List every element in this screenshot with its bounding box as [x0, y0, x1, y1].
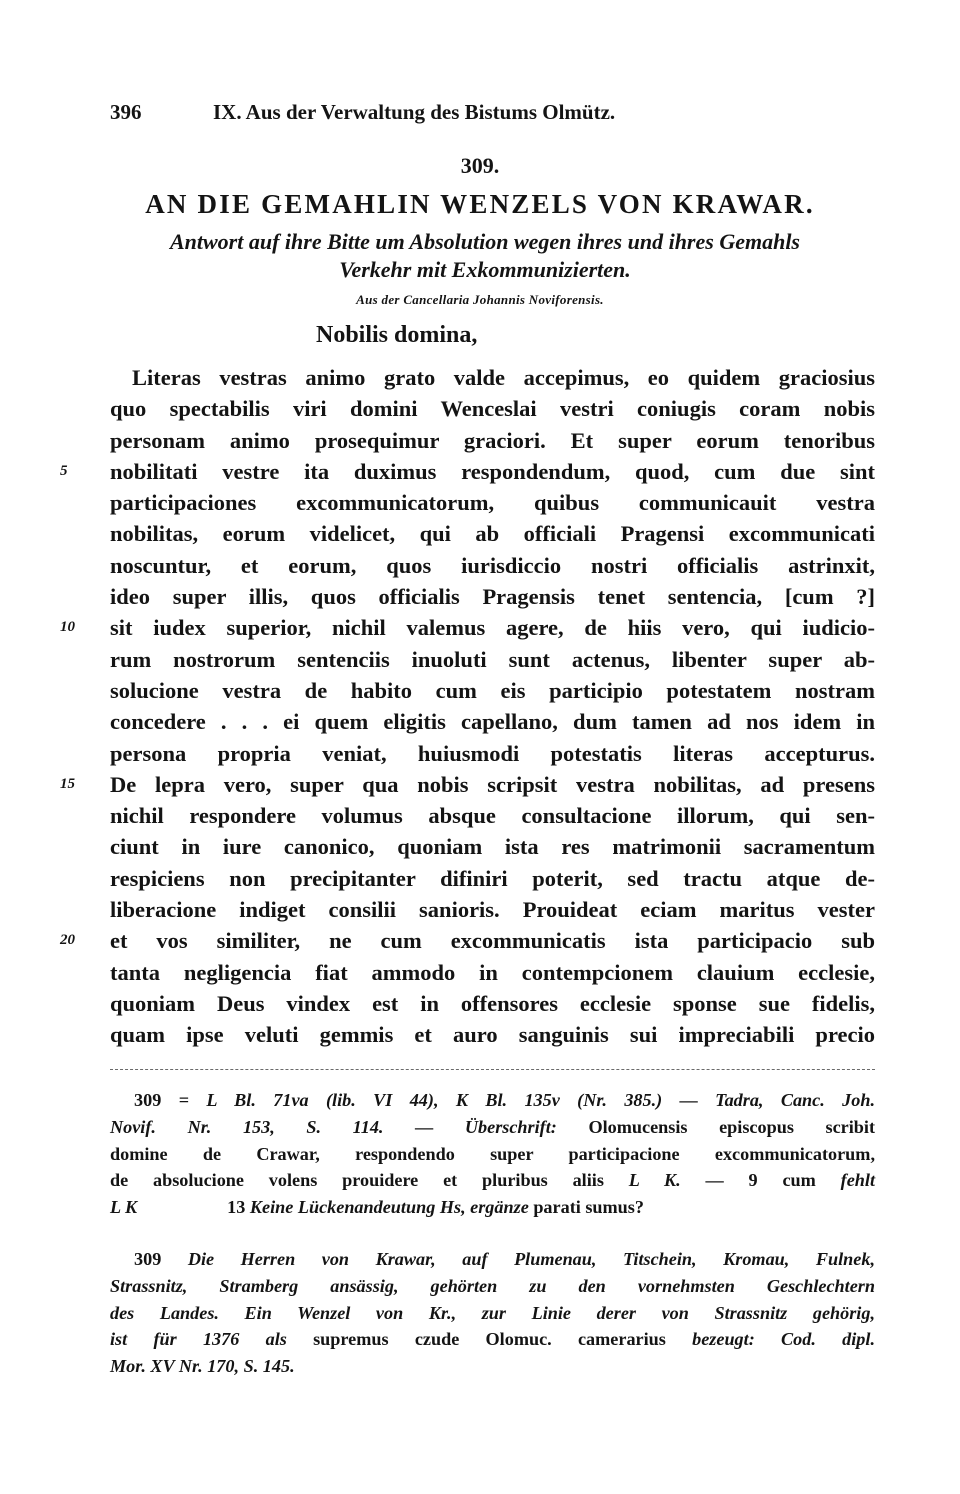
commentary-line [110, 1273, 875, 1300]
line-text: et vos similiter, ne cum excommunicatis ista participacio sub [110, 928, 875, 954]
text-line [110, 362, 875, 393]
line-number: 20 [60, 932, 75, 949]
line-text: quoniam Deus vindex est in offensores ecclesie sponse sue fidelis, [110, 990, 875, 1016]
line-text: noscuntur, et eorum, quos iurisdiccio nostri officialis astrinxit, [110, 552, 875, 578]
text-line [110, 675, 875, 706]
line-text: liberacione indiget consilii sanioris. Prouideat eciam maritus vester [110, 897, 875, 923]
line-text: ciunt in iure canonico, quoniam ista res matrimonii sacramentum [110, 834, 875, 860]
apparatus-text: domine de Crawar, respondendo super participacione excommunicatorum, [110, 1143, 875, 1164]
text-line [60, 612, 875, 643]
commentary-doc-number: 309 [134, 1249, 162, 1269]
line-text: concedere . . . ei quem eligitis capellano, dum tamen ad nos idem in [110, 709, 875, 735]
apparatus-text: 13 [227, 1197, 246, 1218]
text-line [110, 550, 875, 581]
commentary-text: supremus czude Olomuc. camerarius [313, 1329, 666, 1350]
text-line [110, 957, 875, 988]
line-number: 5 [60, 462, 68, 479]
apparatus-text: Novif. Nr. 153, S. 114. — Überschrift: [110, 1116, 557, 1137]
text-line [60, 925, 875, 956]
page-header [110, 100, 870, 130]
text-line [110, 800, 875, 831]
text-line [110, 988, 875, 1019]
apparatus-text: L K. [628, 1170, 681, 1191]
apparatus-text: Olomucensis episcopus scribit [588, 1116, 876, 1137]
text-line [110, 894, 875, 925]
text-line [110, 1019, 875, 1050]
apparatus-text: parati sumus? [533, 1197, 644, 1218]
commentary-line [110, 1353, 875, 1380]
text-line [110, 831, 875, 862]
apparatus-text: L K [110, 1197, 138, 1218]
text-line [60, 769, 875, 800]
apparatus-line [110, 1114, 875, 1141]
text-line [110, 644, 875, 675]
text-line [110, 425, 875, 456]
apparatus-line [110, 1194, 875, 1221]
line-number: 15 [60, 775, 75, 792]
line-text: persona propria veniat, huiusmodi potestatis literas accepturus. [110, 740, 875, 766]
letter-body [60, 362, 875, 1051]
line-text: De lepra vero, super qua nobis scripsit vestra nobilitas, ad presens [110, 771, 875, 797]
text-line [60, 456, 875, 487]
salutation: Nobilis domina, [316, 322, 478, 348]
apparatus-text: = L Bl. 71va (lib. VI 44), K Bl. 135v (Nr. 385.) — Tadra, Canc. Joh. [178, 1090, 875, 1110]
line-text: solucione vestra de habito cum eis participio potestatem nostram [110, 677, 875, 703]
line-text: participaciones excommunicatorum, quibus communicauit vestra [110, 490, 875, 516]
line-text: rum nostrorum sentenciis inuoluti sunt actenus, libenter super ab- [110, 646, 875, 672]
document-number: 309. [460, 153, 500, 178]
running-head: IX. Aus der Verwaltung des Bistums Olmütz. [213, 100, 616, 124]
commentary-text: Strassnitz, Stramberg ansässig, gehörten zu den vornehmsten Geschlechtern [110, 1275, 875, 1296]
commentary-line [110, 1326, 875, 1353]
apparatus-line [110, 1167, 875, 1194]
text-line [110, 393, 875, 424]
line-text: respiciens non precipitanter difiniri poterit, sed tractu atque de- [110, 865, 875, 891]
footnote-divider [110, 1069, 875, 1070]
commentary-text: des Landes. Ein Wenzel von Kr., zur Linie derer von Strassnitz gehörig, [110, 1302, 875, 1323]
line-text: ideo super illis, quos officialis Pragensis tenet sentencia, [cum ?] [110, 584, 875, 610]
line-text: nobilitas, eorum videlicet, qui ab officiali Pragensi excommunicati [110, 521, 875, 547]
text-line [110, 706, 875, 737]
line-text: quam ipse veluti gemmis et auro sanguinis sui impreciabili precio [110, 1022, 875, 1048]
text-line [110, 738, 875, 769]
commentary-notes [110, 1246, 875, 1380]
apparatus-text: Keine Lückenandeutung Hs, ergänze [249, 1197, 529, 1218]
line-text: nobilitati vestre ita duximus respondendum, quod, cum due sint [110, 458, 875, 484]
text-line [110, 581, 875, 612]
line-text: nichil respondere volumus absque consultacione illorum, qui sen- [110, 803, 875, 829]
critical-apparatus [110, 1087, 875, 1221]
text-line [110, 518, 875, 549]
apparatus-doc-number: 309 [134, 1090, 162, 1110]
regest [100, 228, 870, 284]
commentary-text: Mor. XV Nr. 170, S. 145. [110, 1356, 295, 1377]
regest-line: Antwort auf ihre Bitte um Absolution wegen ihres und ihres Gemahls [169, 229, 800, 254]
apparatus-line [110, 1087, 875, 1114]
line-text: Literas vestras animo grato valde accepimus, eo quidem graciosius [132, 365, 875, 390]
text-line [110, 487, 875, 518]
apparatus-text: de absolucione volens prouidere et pluribus aliis [110, 1170, 604, 1191]
line-text: quo spectabilis viri domini Wenceslai vestri coniugis coram nobis [110, 396, 875, 422]
document-title: AN DIE GEMAHLIN WENZELS VON KRAWAR. [145, 189, 815, 219]
commentary-text: bezeugt: Cod. dipl. [692, 1329, 875, 1350]
line-text: tanta negligencia fiat ammodo in contempcionem clauium ecclesie, [110, 959, 875, 985]
commentary-text: Die Herren von Krawar, auf Plumenau, Titschein, Kromau, Fulnek, [187, 1249, 875, 1269]
line-number: 10 [60, 619, 75, 636]
text-line [110, 863, 875, 894]
apparatus-text: — 9 cum [705, 1170, 816, 1191]
apparatus-line [110, 1141, 875, 1168]
commentary-text: ist für 1376 als [110, 1329, 287, 1350]
page-number: 396 [110, 100, 142, 124]
regest-line: Verkehr mit Exkommunizierten. [339, 257, 631, 282]
source-note: Aus der Cancellaria Johannis Noviforensis. [356, 292, 604, 307]
commentary-line [110, 1300, 875, 1327]
line-text: sit iudex superior, nichil valemus agere, de hiis vero, qui iudicio- [110, 615, 875, 641]
line-text: personam animo prosequimur graciori. Et super eorum tenoribus [110, 427, 875, 453]
commentary-line [110, 1246, 875, 1273]
apparatus-text: fehlt [840, 1170, 875, 1191]
